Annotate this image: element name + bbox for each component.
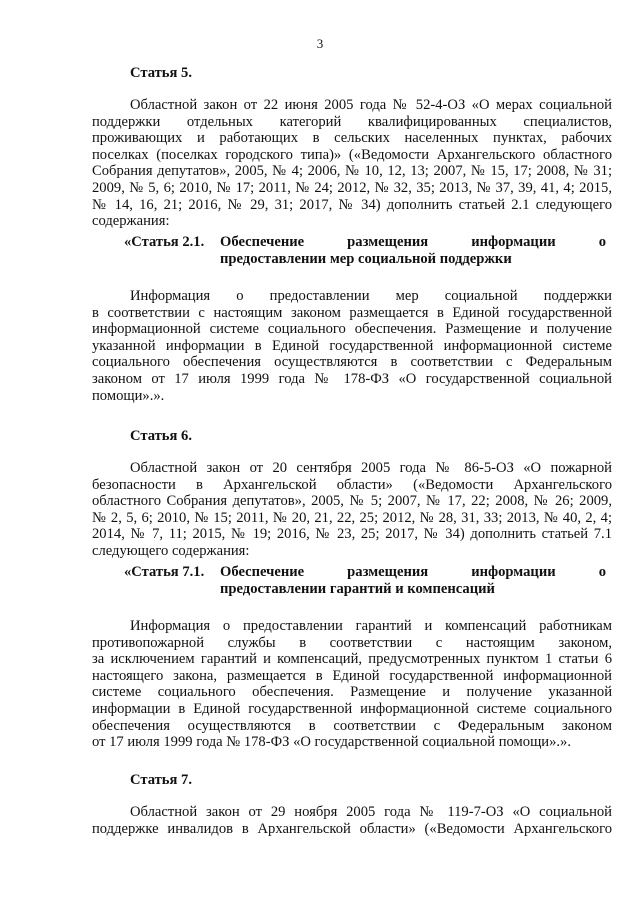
article-6-heading: Статья 6. <box>130 428 192 444</box>
article-5-paragraph <box>92 97 612 230</box>
text-line: помощи».». <box>92 387 165 404</box>
article-5-heading: Статья 5. <box>130 65 192 81</box>
text-line: Информация о предоставлении мер социальной поддержки <box>130 288 612 304</box>
text-line: в соответствии с настоящим законом размещается в Единой государственной <box>92 304 612 321</box>
article-7-1-body <box>92 618 612 751</box>
text-line: проживающих и работающих в сельских населенных пунктах, рабочих <box>92 130 612 147</box>
text-line: настоящего закона, размещается в Единой государственной информационной <box>92 667 612 684</box>
sub-article-title-line: предоставлении мер социальной поддержки <box>220 250 512 267</box>
sub-article-title <box>220 234 606 267</box>
page-number: 3 <box>316 36 324 51</box>
sub-article-number: «Статья 2.1. <box>124 234 205 250</box>
sub-article-title-line: Обеспечение размещения информации о <box>220 564 606 580</box>
text-line: информации в Единой государственной информационной системе социального <box>92 700 612 717</box>
article-2-1-title <box>124 234 612 270</box>
text-line: законом от 17 июля 1999 года № 178-ФЗ «О государственной социальной <box>92 370 612 387</box>
text-line: информационной системе социального обеспечения. Размещение и получение <box>92 321 612 338</box>
article-6-paragraph <box>92 460 612 560</box>
article-7-heading: Статья 7. <box>130 772 192 788</box>
text-line: указанной информации в Единой государственной информационной системе <box>92 337 612 354</box>
sub-article-number: «Статья 7.1. <box>124 564 205 580</box>
text-line: обеспечения осуществляются в соответствии с Федеральным законом <box>92 717 612 734</box>
sub-article-title <box>220 564 606 597</box>
text-line: областного Собрания депутатов», 2005, № 5; 2007, № 17, 22; 2008, № 26; 2009, <box>92 493 612 510</box>
sub-article-title-line: Обеспечение размещения информации о <box>220 234 606 250</box>
text-line: содержания: <box>92 213 170 230</box>
text-line: поддержки отдельных категорий квалифицированных специалистов, <box>92 113 612 130</box>
text-line: от 17 июля 1999 года № 178-ФЗ «О государственной социальной помощи».». <box>92 734 572 751</box>
text-line: № 2, 5, 6; 2010, № 15; 2011, № 20, 21, 22, 25; 2012, № 28, 31, 33; 2013, № 40, 2, 4; <box>92 509 612 526</box>
text-line: 2009, № 5, 6; 2010, № 17; 2011, № 24; 2012, № 32, 35; 2013, № 37, 39, 41, 4; 2015, <box>92 179 612 196</box>
text-line: противопожарной службы в соответствии с настоящим законом, <box>92 634 612 651</box>
text-line: социального обеспечения осуществляются в соответствии с Федеральным <box>92 354 612 371</box>
text-line: поддержке инвалидов в Архангельской области» («Ведомости Архангельского <box>92 820 612 837</box>
text-line: Областной закон от 20 сентября 2005 года № 86-5-ОЗ «О пожарной <box>130 460 612 476</box>
text-line: следующего содержания: <box>92 542 250 559</box>
text-line: 2014, № 7, 11; 2015, № 19; 2016, № 23, 25; 2017, № 34) дополнить статьей 7.1 <box>92 526 612 543</box>
text-line: Областной закон от 22 июня 2005 года № 52-4-ОЗ «О мерах социальной <box>130 97 612 113</box>
text-line: Информация о предоставлении гарантий и компенсаций работникам <box>130 618 612 634</box>
text-line: № 14, 16, 21; 2016, № 29, 31; 2017, № 34) дополнить статьей 2.1 следующего <box>92 196 612 213</box>
article-7-1-title <box>124 564 612 600</box>
text-line: Собрания депутатов», 2005, № 4; 2006, № 10, 12, 13; 2007, № 15, 17; 2008, № 31; <box>92 163 612 180</box>
article-7-paragraph <box>92 804 612 837</box>
article-2-1-body <box>92 288 612 404</box>
text-line: поселках (поселках городского типа)» («Ведомости Архангельского областного <box>92 146 612 163</box>
text-line: Областной закон от 29 ноября 2005 года № 119-7-ОЗ «О социальной <box>130 804 612 820</box>
text-line: за исключением гарантий и компенсаций, предусмотренных пунктом 1 статьи 6 <box>92 651 612 668</box>
text-line: системе социального обеспечения. Размещение и получение указанной <box>92 684 612 701</box>
text-line: безопасности в Архангельской области» («Ведомости Архангельского <box>92 476 612 493</box>
sub-article-title-line: предоставлении гарантий и компенсаций <box>220 580 495 597</box>
